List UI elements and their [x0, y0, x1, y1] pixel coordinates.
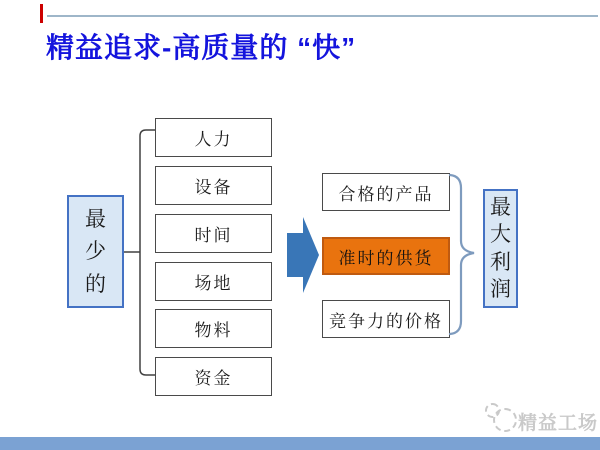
- output-label: 准时的供货: [338, 248, 434, 268]
- right-brace: [450, 175, 474, 334]
- input-label: 设备: [194, 178, 233, 197]
- input-label: 时间: [194, 226, 233, 245]
- slide-title: 精益追求-高质量的 “快”: [46, 32, 357, 63]
- watermark-logo: [484, 402, 599, 434]
- red-accent-mark: [40, 4, 43, 23]
- watermark-text: 精益工场: [518, 413, 599, 434]
- input-box-space: [155, 262, 272, 301]
- small-gear-icon: [485, 403, 500, 418]
- footer-bar: [0, 437, 600, 450]
- right-arrow-icon: [287, 217, 319, 293]
- header-rule: [47, 15, 598, 17]
- output-box-on-time-delivery: [322, 237, 450, 275]
- output-box-qualified-products: [322, 173, 450, 211]
- output-label: 竞争力的价格: [329, 311, 443, 331]
- input-box-capital: [155, 357, 272, 396]
- input-label: 人力: [194, 130, 233, 149]
- input-box-manpower: [155, 118, 272, 157]
- input-label: 资金: [194, 369, 233, 388]
- minimum-label-box: 最 少 的: [67, 195, 124, 308]
- input-label: 场地: [194, 274, 233, 293]
- input-label: 物料: [194, 321, 233, 340]
- max-profit-label-box: 最 大 利 润: [483, 189, 518, 308]
- output-label: 合格的产品: [338, 184, 434, 204]
- input-box-equipment: [155, 166, 272, 205]
- left-bracket: [124, 130, 155, 375]
- output-box-competitive-price: [322, 300, 450, 338]
- input-box-time: [155, 214, 272, 253]
- input-box-material: [155, 309, 272, 348]
